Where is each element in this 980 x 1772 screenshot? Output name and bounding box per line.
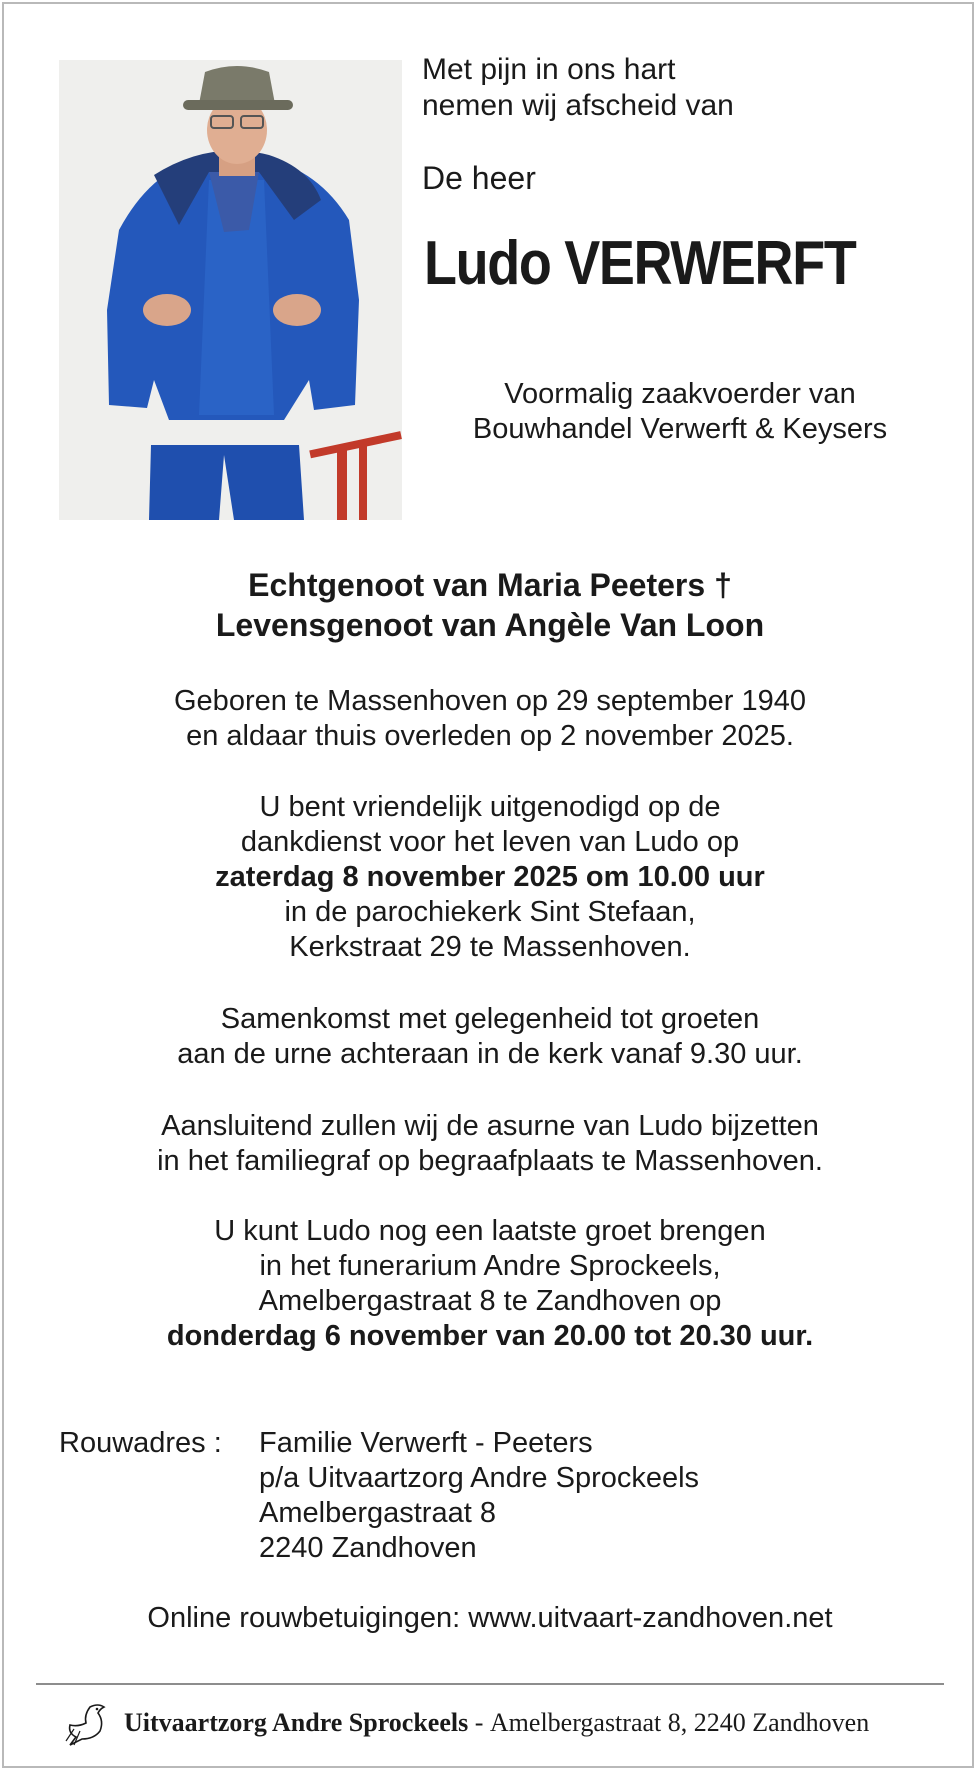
- address-line: Amelbergastraat 8: [259, 1497, 496, 1529]
- service-datetime: zaterdag 8 november 2025 om 10.00 uur: [215, 861, 765, 893]
- birth-death-info: [0, 684, 980, 754]
- footer-address: Amelbergastraat 8, 2240 Zandhoven: [489, 1708, 870, 1737]
- intro-line: nemen wij afscheid van: [422, 89, 734, 122]
- occupation: [420, 377, 940, 447]
- service-line: dankdienst voor het leven van Ludo op: [240, 826, 740, 858]
- occupation-line: Bouwhandel Verwerft & Keysers: [472, 413, 888, 445]
- address-label: Rouwadres :: [59, 1427, 222, 1459]
- burial-info: [0, 1109, 980, 1179]
- partner-line: Levensgenoot van Angèle Van Loon: [215, 607, 765, 643]
- deceased-name: Ludo VERWERFT: [424, 229, 856, 298]
- intro-line: Met pijn in ons hart: [422, 53, 676, 86]
- online-condolences: Online rouwbetuigingen: www.uitvaart-zandhoven.net: [147, 1602, 833, 1634]
- service-line: U bent vriendelijk uitgenodigd op de: [259, 791, 721, 823]
- address-line: p/a Uitvaartzorg Andre Sprockeels: [259, 1462, 700, 1494]
- address-line: 2240 Zandhoven: [259, 1532, 477, 1564]
- service-info: [0, 790, 980, 965]
- burial-line: Aansluitend zullen wij de asurne van Ludo bijzetten: [161, 1110, 819, 1142]
- birth-line: Geboren te Massenhoven op 29 september 1940: [174, 685, 806, 717]
- gathering-line: Samenkomst met gelegenheid tot groeten: [220, 1003, 760, 1035]
- service-address: Kerkstraat 29 te Massenhoven.: [289, 931, 691, 963]
- portrait-photo: [59, 60, 402, 520]
- address-lines: [259, 1426, 699, 1566]
- farewell-line: U kunt Ludo nog een laatste groet brengen: [214, 1215, 766, 1247]
- farewell-line: in het funerarium Andre Sprockeels,: [259, 1250, 721, 1282]
- farewell-line: Amelbergastraat 8 te Zandhoven op: [258, 1285, 722, 1317]
- gathering-info: [0, 1002, 980, 1072]
- footer: [60, 1698, 869, 1748]
- intro-text: [422, 52, 734, 124]
- spouse-line: Echtgenoot van Maria Peeters †: [248, 567, 732, 603]
- occupation-line: Voormalig zaakvoerder van: [504, 378, 856, 410]
- farewell-info: [0, 1214, 980, 1354]
- partners: [0, 565, 980, 645]
- footer-divider: [36, 1683, 944, 1685]
- address-line: Familie Verwerft - Peeters: [259, 1427, 593, 1459]
- footer-separator: -: [468, 1708, 490, 1737]
- burial-line: in het familiegraf op begraafplaats te Massenhoven.: [157, 1145, 823, 1177]
- gathering-line: aan de urne achteraan in de kerk vanaf 9.30 uur.: [177, 1038, 803, 1070]
- title-prefix: De heer: [422, 160, 536, 196]
- footer-company-name: Uitvaartzorg Andre Sprockeels: [124, 1708, 469, 1737]
- bird-logo-icon: [60, 1699, 112, 1747]
- service-location: in de parochiekerk Sint Stefaan,: [284, 896, 696, 928]
- farewell-datetime: donderdag 6 november van 20.00 tot 20.30 uur.: [166, 1320, 814, 1352]
- death-line: en aldaar thuis overleden op 2 november 2025.: [186, 720, 794, 752]
